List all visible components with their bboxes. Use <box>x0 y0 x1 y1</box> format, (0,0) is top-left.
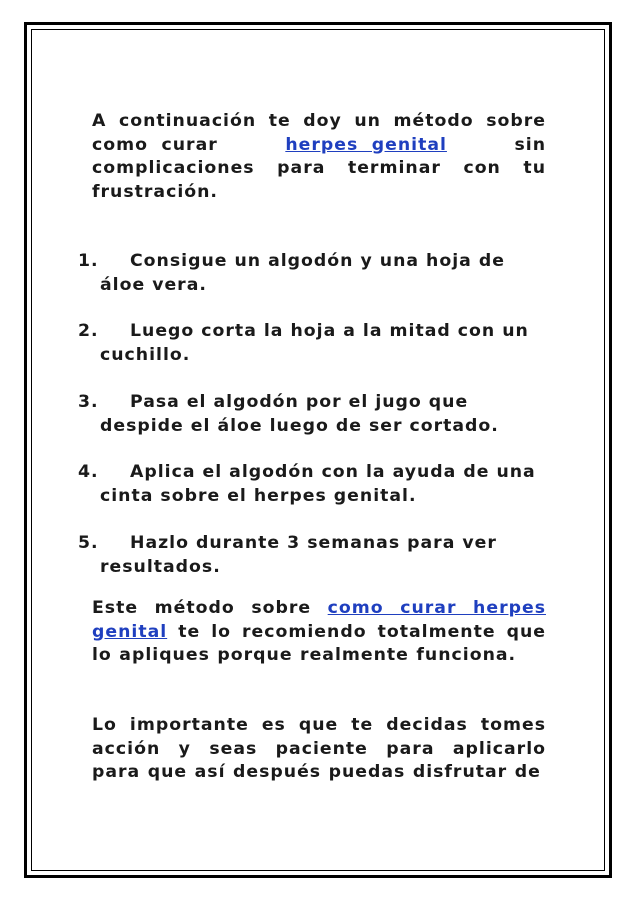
recommendation-text-before: Este método sobre <box>92 598 312 618</box>
step-item <box>78 391 546 438</box>
step-text-first: Pasa el algodón por el jugo que <box>130 392 469 412</box>
step-text-rest: resultados. <box>100 556 221 577</box>
step-text-rest: cuchillo. <box>100 344 191 365</box>
step-item <box>78 250 546 297</box>
recommendation-paragraph <box>92 597 546 668</box>
step-number: 3. <box>78 392 99 412</box>
closing-paragraph: Lo importante es que te decidas tomes acción y seas paciente para aplicarlo para que así después puedas disfrutar de <box>92 715 546 782</box>
step-number: 5. <box>78 533 99 553</box>
herpes-genital-link[interactable]: herpes genital <box>285 134 447 155</box>
step-item <box>78 532 546 579</box>
step-text-first: Luego corta la hoja a la mitad con un <box>130 321 529 341</box>
step-item <box>78 461 546 508</box>
step-text-rest: cinta sobre el herpes genital. <box>100 485 417 506</box>
step-text-rest: despide el áloe luego de ser cortado. <box>100 415 499 436</box>
step-number: 1. <box>78 251 99 271</box>
intro-paragraph <box>92 110 546 204</box>
intro-text-after: sin complicaciones para terminar con tu frustración. <box>92 134 547 202</box>
step-number: 2. <box>78 321 99 341</box>
como-curar-herpes-genital-link[interactable]: como curar herpes genital <box>92 598 546 642</box>
intro-text-before: A continuación te doy un método sobre como curar <box>92 111 546 155</box>
step-text-rest: áloe vera. <box>100 274 207 295</box>
step-text-first: Consigue un algodón y una hoja de <box>130 251 505 271</box>
recommendation-text-after: te lo recomiendo totalmente que lo apliques porque realmente funciona. <box>92 621 546 665</box>
step-item <box>78 320 546 367</box>
step-text-first: Aplica el algodón con la ayuda de una <box>130 462 536 482</box>
step-number: 4. <box>78 462 99 482</box>
step-text-first: Hazlo durante 3 semanas para ver <box>130 533 497 553</box>
